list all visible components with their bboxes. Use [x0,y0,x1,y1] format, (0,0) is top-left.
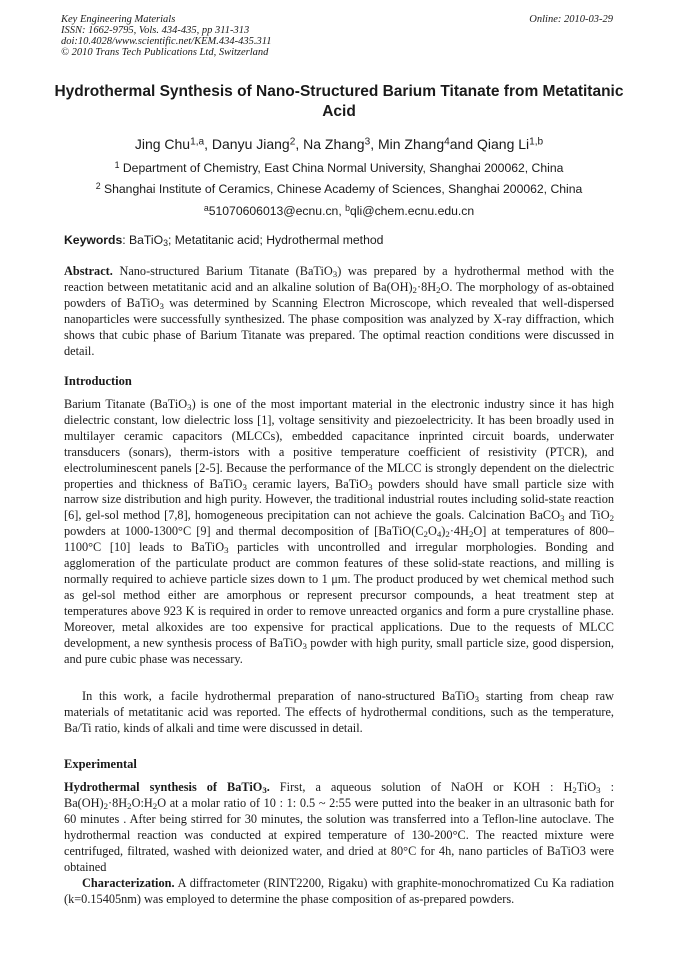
abstract-label: Abstract. [64,264,113,278]
keywords-line: Keywords: BaTiO$_3$; Metatitanic acid; Hydrothermal method [64,233,384,249]
abstract-paragraph: Abstract. Nano-structured Barium Titanate (BaTiO$_3$) was prepared by a hydrothermal method with the reaction between metatitanic acid and an alkaline solution of $Ba(OH)_2\cdot 8H_2O$. The morphology of as-obtained powders of BaTiO$_3$ was determined by Scanning Electron Microscope, which revealed that well-dispersed nanoparticles were successfully synthesized. The phase composition was analyzed by X-ray diffraction, which shows that cubic phase of Barium Titanate was prepared. The optimal reaction conditions were discussed in detail. [64,264,615,358]
author-list [40,135,638,153]
author-sup: 2 [289,136,296,148]
experimental-paragraph-1: Hydrothermal synthesis of BaTiO$_3$. First, a aqueous solution of NaOH or KOH : $H_2TiO_3$ : $Ba(OH)_2\cdot 8H_2O:H_2O$ at a molar ratio of 10 : 1: 0.5 ~ 2:55 were putted into the beaker in an ultrasonic bath for 60 minutes . After being stirred for 30 minutes, the solution was transferred into a Teflon-line autoclave. The hydrothermal reaction was conducted at expired temperature of 130-200°C. The reacted mixture were centrifuged, filtrated, washed with deionized water, and dried at 80°C for 4h, nano particles of BaTiO3 were obtained [64,780,614,874]
email-link[interactable]: qli@chem.ecnu.edu.cn [350,204,475,218]
subsection-label: Characterization. [82,876,175,890]
author-sup: 1,a [190,136,205,148]
affiliation-2: $^2$ Shanghai Institute of Ceramics, Chinese Academy of Sciences, Shanghai 200062, China [95,181,583,196]
author-sup: 3 [364,136,371,148]
journal-header [61,14,271,58]
copyright-line: © 2010 Trans Tech Publications Ltd, Switzerland [61,47,269,58]
subsection-label: Hydrothermal synthesis of BaTiO$_3$. [64,780,270,796]
journal-name: Key Engineering Materials [61,14,176,25]
author-name: , Na Zhang [295,136,365,152]
issn-line: ISSN: 1662-9795, Vols. 434-435, pp 311-313 [61,25,250,36]
author-sup: 1,b [529,136,544,148]
author-name: and Qiang Li [449,136,530,152]
paper-title: Hydrothermal Synthesis of Nano-Structured Barium Titanate from Metatitanic Acid [54,83,624,120]
author-name: Jing Chu [134,136,191,152]
doi-line: doi:10.4028/www.scientific.net/KEM.434-435.311 [61,36,272,47]
online-date: Online: 2010-03-29 [529,14,613,25]
section-heading-experimental: Experimental [64,757,137,771]
section-heading-introduction: Introduction [64,374,132,388]
author-name: , Min Zhang [370,136,445,152]
experimental-paragraph-2: Characterization. A diffractometer (RINT2200, Rigaku) with graphite-monochromatized Cu Ka radiation (k=0.15405nm) was employed to determine the phase composition of as-prepared powders. [64,876,614,906]
author-sup: 4 [444,136,450,148]
affiliation-1: $^1$ Department of Chemistry, East China Normal University, Shanghai 200062, China [114,160,564,175]
introduction-paragraph-1: Barium Titanate (BaTiO$_3$) is one of the most important material in the electronic industry since it has high dielectric constant, low dielectric loss [1], voltage sensitivity and piezoelectricity. It has been broadly used in multilayer ceramic capacitors (MLCCs), embedded capacitance inprinted circuit boards, underwater transducers (sonars), therm-istors with a positive temperature coefficient of resistivity (PTCR), and electroluminescent panels [2-5]. Because the performance of the MLCC is strongly dependent on the dielectric properties and thickness of BaTiO$_3$ ceramic layers, BaTiO$_3$ powders should have small particle size with narrow size distribution and high purity. However, the traditional industrial routes including solid-state reaction [6], gel-sol method [7,8], homogeneous precipitation can not achieve the goals. Calcination BaCO$_3$ and TiO$_2$ powders at 1000-1300°C [9] and thermal decomposition of $[BaTiO(C_2O_4)_2\cdot 4H_2O]$ at temperatures of 800–1100°C [10] leads to BaTiO$_3$ particles with uncontrolled and irregular morphologies. Bonding and agglomeration of the particulate product are common features of these solid-state reactions, and milling is normally required to achieve particle sizes down to 1 μm. The product produced by wet chemical method such as gel-sol method either are amorphous or represent precursor compounds, a heat treatment step at temperatures above 923 K is required in order to remove unreacted organics and form a pure crystalline phase. Moreover, metal alkoxides are too expensive for practical applications. Due to the requests of MLCC development, a new synthesis process of BaTiO$_3$ powder with high purity, small particle size, good dispersion, and pure cubic phase was necessary. [64,397,615,666]
email-link[interactable]: 51070606013@ecnu.cn, [208,204,346,218]
keywords-label: Keywords [64,233,123,247]
introduction-paragraph-2: In this work, a facile hydrothermal preparation of nano-structured BaTiO$_3$ starting from cheap raw materials of metatitanic acid was reported. The effects of hydrothermal conditions, such as the temperature, Ba/Ti ratio, kinds of alkali and time were discussed in detail. [64,689,614,735]
author-name: , Danyu Jiang [204,136,290,152]
author-emails: $^a$51070606013@ecnu.cn, $^b$qli@chem.ecnu.edu.cn [203,203,475,218]
